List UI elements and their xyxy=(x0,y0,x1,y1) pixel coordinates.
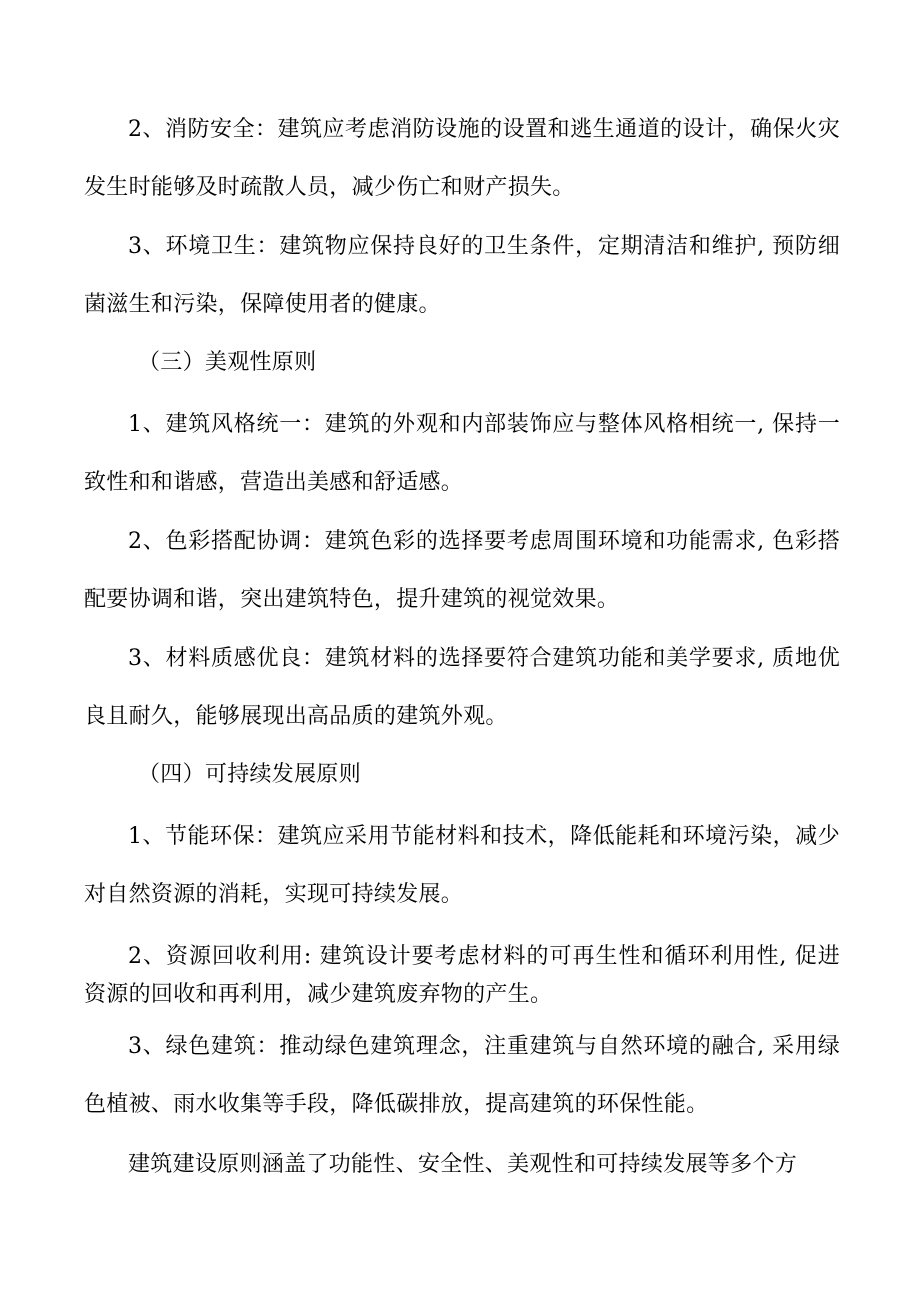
section-heading-aesthetics: （三）美观性原则 xyxy=(138,350,317,375)
paragraph-color-coordination: 2、色彩搭配协调：建筑色彩的选择要考虑周围环境和功能需求, 色彩搭配要协调和谐，突出建筑特色，提升建筑的视觉效果。 xyxy=(84,529,840,612)
paragraph-green-building: 3、绿色建筑：推动绿色建筑理念，注重建筑与自然环境的融合, 采用绿色植被、雨水收集等手段，降低碳排放，提高建筑的环保性能。 xyxy=(84,1034,840,1117)
paragraph-fire-safety: 2、消防安全：建筑应考虑消防设施的设置和逃生通道的设计，确保火灾发生时能够及时疏散人员，减少伤亡和财产损失。 xyxy=(84,117,840,200)
paragraph-energy-saving: 1、节能环保：建筑应采用节能材料和技术，降低能耗和环境污染，减少对自然资源的消耗，实现可持续发展。 xyxy=(84,824,840,907)
paragraph-resource-recycling: 2、资源回收利用: 建筑设计要考虑材料的可再生性和循环利用性, 促进资源的回收和再利用，减少建筑废弃物的产生。 xyxy=(84,944,840,1007)
paragraph-summary: 建筑建设原则涵盖了功能性、安全性、美观性和可持续发展等多个方 xyxy=(128,1152,798,1177)
paragraph-environmental-hygiene: 3、环境卫生：建筑物应保持良好的卫生条件，定期清洁和维护, 预防细菌滋生和污染，保障使用者的健康。 xyxy=(84,234,840,317)
section-heading-sustainability: （四）可持续发展原则 xyxy=(138,762,362,787)
paragraph-style-unity: 1、建筑风格统一：建筑的外观和内部装饰应与整体风格相统一, 保持一致性和和谐感，营造出美感和舒适感。 xyxy=(84,412,840,495)
paragraph-material-quality: 3、材料质感优良：建筑材料的选择要符合建筑功能和美学要求, 质地优良且耐久，能够展现出高品质的建筑外观。 xyxy=(84,646,840,729)
